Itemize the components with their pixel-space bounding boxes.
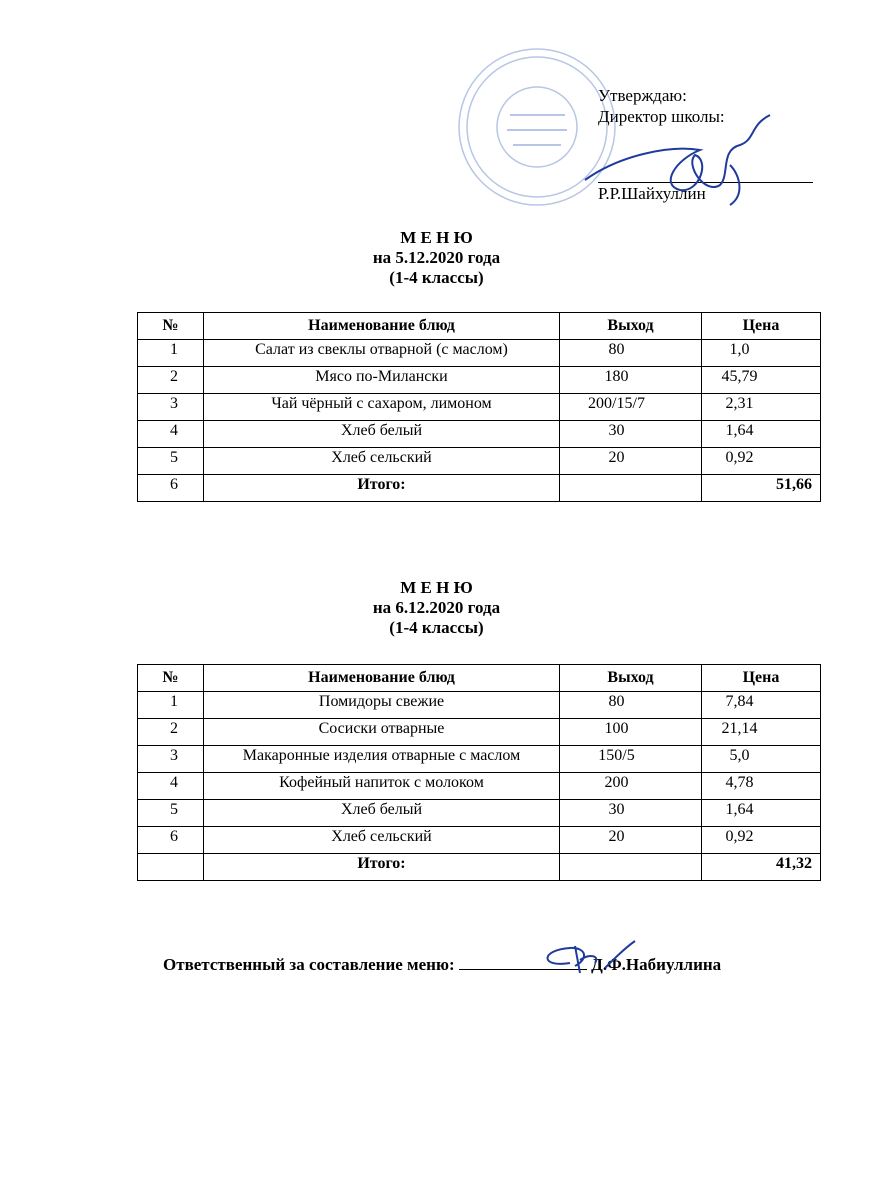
responsible-name: Д.Ф.Набиуллина [591, 955, 722, 974]
total-price: 41,32 [702, 854, 821, 881]
row-num: 2 [138, 367, 204, 394]
row-out: 30 [560, 421, 702, 448]
responsible-label: Ответственный за составление меню: [163, 955, 455, 974]
row-name: Макаронные изделия отварные с маслом [204, 746, 560, 773]
row-price: 5,0 [702, 746, 821, 773]
row-price: 1,0 [702, 340, 821, 367]
table-row [138, 746, 821, 773]
table-row [138, 719, 821, 746]
row-name: Чай чёрный с сахаром, лимоном [204, 394, 560, 421]
director-name: Р.Р.Шайхуллин [598, 184, 706, 203]
total-label: Итого: [204, 854, 560, 881]
table-row [138, 448, 821, 475]
row-name: Хлеб сельский [204, 827, 560, 854]
row-num: 4 [138, 773, 204, 800]
header-price: Цена [702, 313, 821, 340]
header-out: Выход [560, 313, 702, 340]
total-num [138, 854, 204, 881]
row-out: 180 [560, 367, 702, 394]
row-price: 0,92 [702, 448, 821, 475]
row-price: 4,78 [702, 773, 821, 800]
row-out: 200 [560, 773, 702, 800]
total-row [138, 854, 821, 881]
table-row [138, 340, 821, 367]
row-name: Мясо по-Милански [204, 367, 560, 394]
row-price: 2,31 [702, 394, 821, 421]
table-row [138, 367, 821, 394]
row-num: 1 [138, 692, 204, 719]
row-num: 2 [138, 719, 204, 746]
table-row [138, 827, 821, 854]
menu-1-heading [0, 228, 873, 288]
row-price: 1,64 [702, 800, 821, 827]
row-num: 1 [138, 340, 204, 367]
director-signature [580, 105, 790, 215]
row-price: 1,64 [702, 421, 821, 448]
row-out: 150/5 [560, 746, 702, 773]
row-price: 7,84 [702, 692, 821, 719]
menu-2-heading [0, 578, 873, 638]
row-price: 0,92 [702, 827, 821, 854]
header-name: Наименование блюд [204, 313, 560, 340]
table-header-row [138, 665, 821, 692]
approval-title: Утверждаю: [598, 86, 687, 105]
approval-position: Директор школы: [598, 107, 725, 126]
menu-1-grades: (1-4 классы) [389, 268, 484, 287]
menu-2-title: М Е Н Ю [400, 578, 473, 597]
row-name: Салат из свеклы отварной (с маслом) [204, 340, 560, 367]
responsible-signature [530, 938, 640, 978]
row-name: Кофейный напиток с молоком [204, 773, 560, 800]
row-num: 6 [138, 827, 204, 854]
row-out: 30 [560, 800, 702, 827]
total-num: 6 [138, 475, 204, 502]
total-out [560, 475, 702, 502]
table-row [138, 394, 821, 421]
total-label: Итого: [204, 475, 560, 502]
menu-2-grades: (1-4 классы) [389, 618, 484, 637]
row-price: 21,14 [702, 719, 821, 746]
menu-1-title: М Е Н Ю [400, 228, 473, 247]
row-num: 3 [138, 394, 204, 421]
row-out: 200/15/7 [560, 394, 702, 421]
total-out [560, 854, 702, 881]
row-name: Помидоры свежие [204, 692, 560, 719]
header-price: Цена [702, 665, 821, 692]
row-num: 4 [138, 421, 204, 448]
row-out: 100 [560, 719, 702, 746]
row-name: Хлеб сельский [204, 448, 560, 475]
total-row [138, 475, 821, 502]
row-num: 3 [138, 746, 204, 773]
row-num: 5 [138, 448, 204, 475]
row-name: Хлеб белый [204, 421, 560, 448]
menu-2-date: на 6.12.2020 года [372, 598, 501, 617]
menu-1-table [137, 312, 821, 502]
header-name: Наименование блюд [204, 665, 560, 692]
header-num: № [138, 665, 204, 692]
row-name: Сосиски отварные [204, 719, 560, 746]
row-out: 80 [560, 692, 702, 719]
row-out: 20 [560, 827, 702, 854]
table-header-row [138, 313, 821, 340]
table-row [138, 692, 821, 719]
row-out: 80 [560, 340, 702, 367]
row-num: 5 [138, 800, 204, 827]
menu-2-table [137, 664, 821, 881]
header-num: № [138, 313, 204, 340]
row-price: 45,79 [702, 367, 821, 394]
menu-1-date: на 5.12.2020 года [372, 248, 501, 267]
row-out: 20 [560, 448, 702, 475]
row-name: Хлеб белый [204, 800, 560, 827]
table-row [138, 773, 821, 800]
table-row [138, 800, 821, 827]
header-out: Выход [560, 665, 702, 692]
total-price: 51,66 [702, 475, 821, 502]
table-row [138, 421, 821, 448]
